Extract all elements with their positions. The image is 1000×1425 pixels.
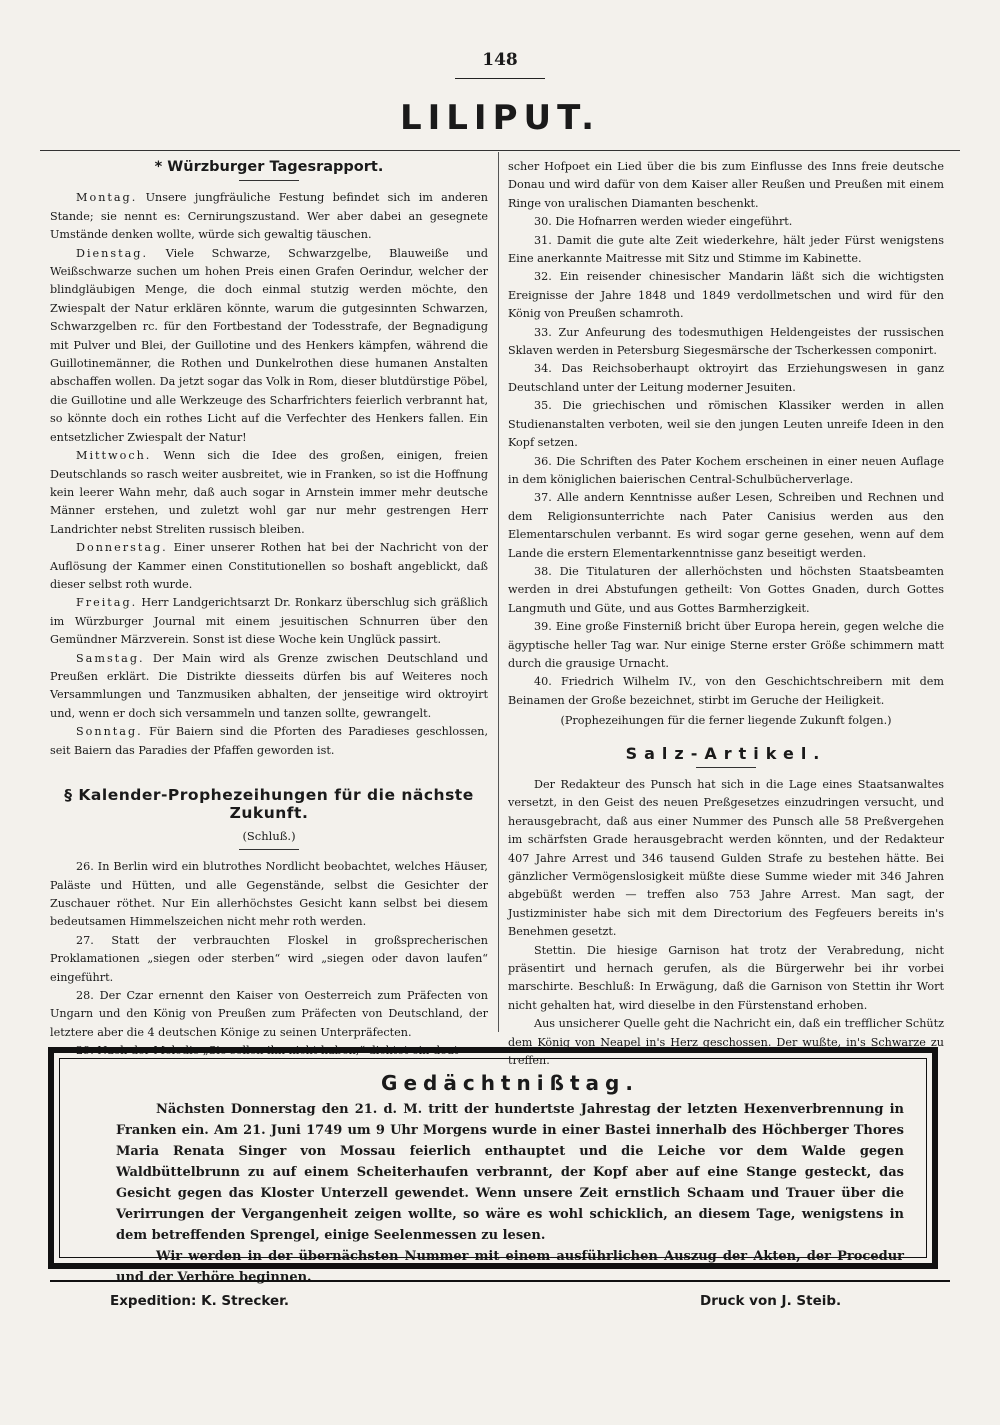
box-title: Gedächtnißtag.: [381, 1071, 639, 1095]
kalender-title-rule: [239, 849, 299, 850]
rapport-entry: [50, 650, 488, 724]
rapport-entry: [50, 594, 488, 649]
gedaechtnistag-box: [48, 1047, 938, 1285]
kalender-item: 40. Friedrich Wilhelm IV., von den Geschichtschreibern mit dem Beinamen der Große bezeichnet, stirbt im Geruche der Heiligkeit.: [508, 675, 944, 707]
kalender-item: 29. Nach der Melodie „Sie sollen ihn nicht haben,“ dichtet ein deut-: [76, 1044, 463, 1058]
rapport-entry: [50, 723, 488, 760]
salz-paragraph: Stettin. Die hiesige Garnison hat trotz der Verabredung, nicht präsentirt und hernach gerufen, als die Bürgerwehr bei ihr vorbei marschirte. Beschluß: In Erwägung, daß die Garnison von Stettin ihr Wort nicht gehalten hat, wird dieselbe in den Fürstenstand erhoben.: [508, 943, 944, 1012]
rapport-day: Dienstag.: [76, 246, 148, 260]
kalender-item: 33. Zur Anfeurung des todesmuthigen Heldengeistes der russischen Sklaven werden in Petersburg Siegesmärsche der Tscherkessen componirt.: [508, 325, 944, 358]
rapport-day: Montag.: [76, 191, 138, 205]
kalender-subtitle: (Schluß.): [242, 828, 296, 843]
section-gap: [50, 760, 488, 786]
kalender-continuation: scher Hofpoet ein Lied über die bis zum Einflusse des Inns freie deutsche Donau und wird dafür von dem Kaiser aller Reußen und Preußen mit einem Ringe von uralischen Diamanten beschenkt.: [508, 160, 944, 210]
kalender-title: § Kalender-Prophezeihungen für die nächste Zukunft.: [64, 786, 474, 823]
footer-expedition: Expedition: K. Strecker.: [110, 1293, 290, 1309]
right-column: [508, 158, 944, 1071]
footer-printer: Druck von J. Steib.: [700, 1293, 842, 1309]
salz-paragraph: Der Redakteur des Punsch hat sich in die Lage eines Staatsanwaltes versetzt, in den Geist des neuen Preßgesetzes einzudringen versucht, und herausgebracht, daß aus einer Nummer des Punsch alle 58 Preßvergehen im schärfsten Grade herausgebracht werden könnten, und der Redakteur 407 Jahre Arrest und 346 tausend Gulden Strafe zu bestehen hätte. Bei gänzlicher Vermögenslosigkeit müßte diese Summe wieder mit 346 Jahren abgebüßt werden — treffen also 753 Jahre Arrest. Man sagt, der Justizminister habe sich mit dem Directorium des Fegfeuers bereits in's Benehmen gesetzt.: [508, 778, 944, 939]
kalender-item: 35. Die griechischen und römischen Klassiker werden in allen Studienanstalten verboten, weil sie den jungen Leuten unreife Ideen in den Kopf setzen.: [508, 399, 944, 450]
rapport-day: Donnerstag.: [76, 541, 168, 555]
kalender-item: 37. Alle andern Kenntnisse außer Lesen, Schreiben und Rechnen und dem Religionsunterrichte nach Pater Canisius werden aus den Elementarschulen verbannt. Es wird sogar gerne gesehen, wenn auf dem Lande die erstern Elementarkenntnisse ganz beseitigt werden.: [508, 491, 944, 560]
kalender-item: 30. Die Hofnarren werden wieder eingeführt.: [534, 215, 793, 229]
rapport-text: Wenn sich die Idee des großen, einigen, freien Deutschlands so rasch weiter ausbreitet, wie in Franken, so ist die Hoffnung kein leerer Wahn mehr, daß auch sogar in Arnstein immer mehr deutsche Männer erstehen, und zuletzt wohl gar nur mehr gestrengen Herr Landrichter nebst Streliten russisch bleiben.: [50, 449, 488, 536]
box-paragraph: Wir werden in der übernächsten Nummer mit einem ausführlichen Auszug der Akten, der Procedur und der Verhöre beginnen.: [116, 1249, 904, 1285]
rapport-text: Der Main wird als Grenze zwischen Deutschland und Preußen erklärt. Die Distrikte diesseits dürfen bis auf Weiteres noch Versammlungen und Tanzmusiken abhalten, der jenseitige wird oktroyirt und, wenn er doch sich versammeln und tanzen sollte, gewrangelt.: [50, 651, 489, 720]
rapport-title: * Würzburger Tagesrapport.: [154, 159, 384, 175]
column-divider: [498, 152, 499, 1032]
rapport-day: Sonntag.: [76, 725, 143, 739]
salz-title-rule: [696, 767, 756, 768]
masthead-rule: [40, 150, 960, 151]
rapport-day: Freitag.: [76, 596, 138, 610]
rapport-text: Einer unserer Rothen hat bei der Nachricht von der Auflösung der Kammer einen Constitutionellen so boshaft angeblickt, daß dieser selbst roth wurde.: [50, 541, 489, 591]
kalender-item: 38. Die Titulaturen der allerhöchsten und höchsten Staatsbeamten werden in drei Abstufungen getheilt: Von Gottes Gnaden, durch Gottes Langmuth und Güte, und aus Gottes Barmherzigkeit.: [508, 564, 944, 615]
kalender-item: 31. Damit die gute alte Zeit wiederkehre, hält jeder Fürst wenigstens Eine anerkannte Maitresse mit Sitz und Stimme im Kabinette.: [508, 233, 944, 266]
salz-title: Salz-Artikel.: [625, 743, 827, 763]
box-body: [116, 1099, 904, 1288]
left-column: [50, 158, 488, 1061]
kalender-item: 27. Statt der verbrauchten Floskel in großsprecherischen Proklamationen „siegen oder sterben“ wird „siegen oder davon laufen“ eingeführt.: [50, 933, 488, 984]
rapport-text: Viele Schwarze, Schwarzgelbe, Blauweiße und Weißschwarze suchen um hohen Preis einen Grafen Oerindur, welcher der blindgläubigen Menge, die doch einmal stutzig werden möchte, den Zwiespalt der Natur erklären könnte, warum die gutgesinnten Schwarzen, Schwarzgelben rc. für den Fortbestand der Todesstrafe, der Begnadigung mit Pulver und Blei, der Guillotine und des Henkers kämpfen, während die Guillotinemänner, die Rothen und Dunkelrothen diese humanen Anstalten abschaffen wollen. Da jetzt sogar das Volk in Rom, dieser blutdürstige Pöbel, die Guillotine und alle Werkzeuge des Scharfrichters feierlich verbrannt hat, so könnte doch ein rothes Licht auf die Verfechter des Henkers fallen. Ein entsetzlicher Zwiespalt der Natur!: [50, 246, 488, 444]
rapport-text: Für Baiern sind die Pforten des Paradieses geschlossen, seit Baiern das Paradies der Pfaffen geworden ist.: [50, 725, 488, 757]
rapport-day: Mittwoch.: [76, 449, 152, 463]
page-number-rule: [455, 78, 545, 79]
masthead: LILIPUT.: [399, 98, 601, 138]
kalender-item: 28. Der Czar ernennt den Kaiser von Oesterreich zum Präfecten von Ungarn und den König von Preußen zum Präfecten von Deutschland, der letztere aber die 4 deutschen Könige zu seinen Unterpräfecten.: [50, 989, 488, 1039]
rapport-entry: [50, 189, 488, 244]
section-gap: [508, 731, 944, 745]
kalender-item: 36. Die Schriften des Pater Kochem erscheinen in einer neuen Auflage in dem königlichen baierischen Central-Schulbücherverlage.: [508, 454, 944, 486]
rapport-day: Samstag.: [76, 651, 145, 665]
kalender-item: 32. Ein reisender chinesischer Mandarin läßt sich die wichtigsten Ereignisse der Jahre 1848 und 1849 verdollmetschen und wird für den König von Preußen schamroth.: [508, 270, 944, 321]
kalender-item: 39. Eine große Finsterniß bricht über Europa herein, gegen welche die ägyptische heller Tag war. Nur einige Sterne erster Größe schimmern matt durch die grausige Urnacht.: [508, 620, 944, 670]
kalender-item: 34. Das Reichsoberhaupt oktroyirt das Erziehungswesen in ganz Deutschland unter der Leitung moderner Jesuiten.: [508, 362, 944, 394]
kalender-closing: (Prophezeihungen für die ferner liegende Zukunft folgen.): [560, 714, 892, 728]
rapport-entry: [50, 539, 488, 594]
rapport-entry: [50, 245, 488, 447]
salz-paragraph: Aus unsicherer Quelle geht die Nachricht ein, daß ein trefflicher Schütz dem König von Neapel in's Herz geschossen. Der wußte, in's Schwarze zu treffen.: [508, 1017, 944, 1068]
rapport-text: Unsere jungfräuliche Festung befindet sich im anderen Stande; sie nennt es: Cernirungszustand. Wer aber dabei an gesegnete Umstände denken wollte, würde sich gewaltig täuschen.: [50, 191, 488, 242]
page-number: 148: [482, 50, 518, 70]
rapport-text: Herr Landgerichtsarzt Dr. Ronkarz überschlug sich gräßlich im Würzburger Journal mit einem jesuitischen Schnurren über den Gemündner Märzverein. Sonst ist diese Woche kein Unglück passirt.: [50, 596, 488, 647]
rapport-entry: [50, 447, 488, 539]
box-paragraph: Nächsten Donnerstag den 21. d. M. tritt der hundertste Jahrestag der letzten Hexenverbrennung in Franken ein. Am 21. Juni 1749 um 9 Uhr Morgens wurde in einer Bastei innerhalb des Höchberger Thores Maria Renata Singer von Mossau feierlich enthauptet und die Leiche vor dem Walde gegen Waldbüttelbrunn zu auf einem Scheiterhaufen verbrannt, der Kopf aber auf eine Stange gesteckt, das Gesicht gegen das Kloster Unterzell gewendet. Wenn unsere Zeit ernstlich Schaam und Trauer über die Verirrungen der Vergangenheit zeigen wollte, so wäre es wohl schicklich, an diesem Tage, wenigstens in dem betreffenden Sprengel, einige Seelenmessen zu lesen.: [116, 1102, 904, 1243]
kalender-item: 26. In Berlin wird ein blutrothes Nordlicht beobachtet, welches Häuser, Paläste und Hütten, und alle Gegenstände, selbst die Gesichter der Zuschauer röthet. Nur Ein allerhöchstes Gesicht kann selbst bei diesem bedeutsamen Himmelszeichen nicht mehr roth werden.: [50, 860, 488, 929]
footer-rule: [50, 1280, 950, 1282]
rapport-title-rule: [239, 180, 299, 181]
